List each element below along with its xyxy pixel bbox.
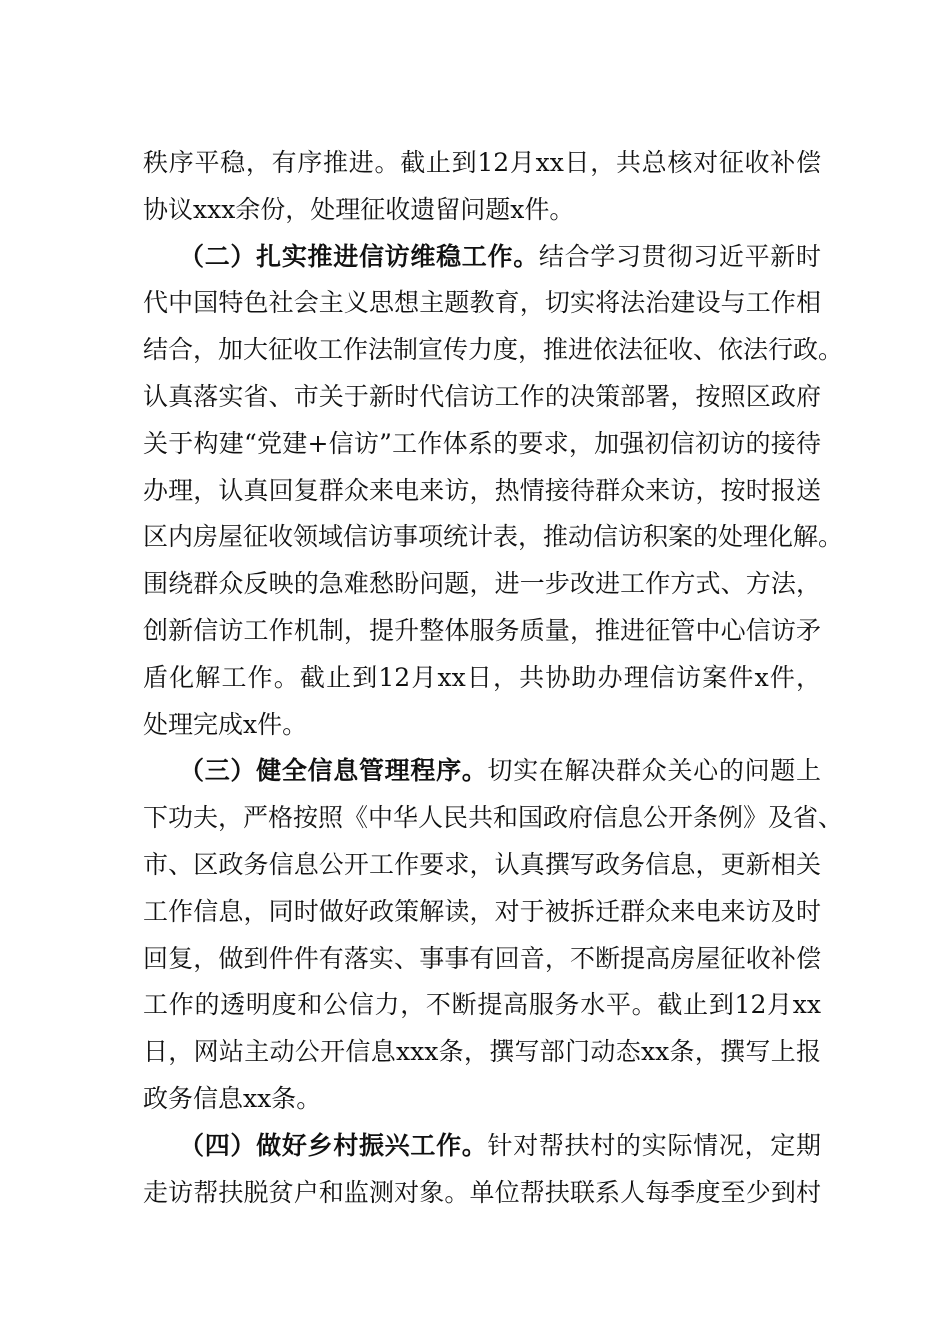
line-text: 工作信息，同时做好政策解读，对于被拆迁群众来电来访及时 [143, 896, 821, 926]
text-line [143, 936, 821, 983]
section-heading: （三）健全信息管理程序。 [179, 756, 488, 786]
line-text: 下功夫，严格按照《中华人民共和国政府信息公开条例》及省、 [143, 803, 844, 833]
line-text: 市、区政务信息公开工作要求，认真撰写政务信息，更新相关 [143, 849, 821, 879]
line-text: 针对帮扶村的实际情况，定期 [487, 1130, 821, 1160]
section-heading: （二）扎实推进信访维稳工作。 [179, 241, 539, 271]
line-text: 切实在解决群众关心的问题上 [487, 756, 821, 786]
text-line [143, 795, 844, 842]
line-text: 工作的透明度和公信力，不断提高服务水平。截止到12月xx [143, 990, 821, 1020]
text-line [143, 561, 821, 608]
line-text: 政务信息xx条。 [143, 1083, 322, 1113]
line-text: 回复，做到件件有落实、事事有回音，不断提高房屋征收补偿 [143, 943, 821, 973]
text-line [143, 327, 844, 374]
text-line [143, 514, 844, 561]
paragraph [143, 748, 844, 1122]
text-line [143, 468, 821, 515]
line-text: 区内房屋征收领域信访事项统计表，推动信访积案的处理化解。 [143, 522, 844, 552]
section-heading: （四）做好乡村振兴工作。 [179, 1130, 488, 1160]
paragraph [143, 1123, 821, 1217]
text-line [143, 1123, 821, 1170]
line-text: 创新信访工作机制，提升整体服务质量，推进征管中心信访矛 [143, 615, 821, 645]
line-text: 办理，认真回复群众来电来访，热情接待群众来访，按时报送 [143, 475, 821, 505]
line-text: 协议xxx余份，处理征收遗留问题x件。 [143, 194, 575, 224]
paragraph [143, 234, 844, 749]
line-text: 代中国特色社会主义思想主题教育，切实将法治建设与工作相 [143, 288, 821, 318]
text-line [143, 374, 821, 421]
line-text: 秩序平稳，有序推进。截止到12月xx日，共总核对征收补偿 [143, 148, 821, 177]
document-page [143, 140, 844, 1216]
text-line [143, 280, 821, 327]
text-line [143, 608, 821, 655]
line-text: 盾化解工作。截止到12月xx日，共协助办理信访案件x件， [143, 662, 821, 692]
line-text: 结合学习贯彻习近平新时 [538, 241, 821, 271]
text-line [143, 234, 821, 281]
text-line [143, 187, 821, 234]
text-line [143, 1170, 821, 1217]
line-text: 关于构建“党建+信访”工作体系的要求，加强初信初访的接待 [143, 428, 821, 458]
line-text: 认真落实省、市关于新时代信访工作的决策部署，按照区政府 [143, 381, 821, 411]
text-line [143, 702, 821, 749]
text-line [143, 748, 821, 795]
line-text: 日，网站主动公开信息xxx条，撰写部门动态xx条，撰写上报 [143, 1037, 821, 1067]
text-line [143, 842, 821, 889]
line-text: 围绕群众反映的急难愁盼问题，进一步改进工作方式、方法， [143, 569, 821, 599]
line-text: 走访帮扶脱贫户和监测对象。单位帮扶联系人每季度至少到村 [143, 1177, 821, 1207]
text-line [143, 140, 821, 187]
paragraph [143, 140, 821, 234]
text-line [143, 1029, 821, 1076]
text-line [143, 655, 821, 702]
text-line [143, 421, 821, 468]
line-text: 结合，加大征收工作法制宣传力度，推进依法征收、依法行政。 [143, 335, 844, 365]
text-line [143, 1076, 821, 1123]
text-line [143, 889, 821, 936]
line-text: 处理完成x件。 [143, 709, 308, 739]
text-line [143, 982, 821, 1029]
